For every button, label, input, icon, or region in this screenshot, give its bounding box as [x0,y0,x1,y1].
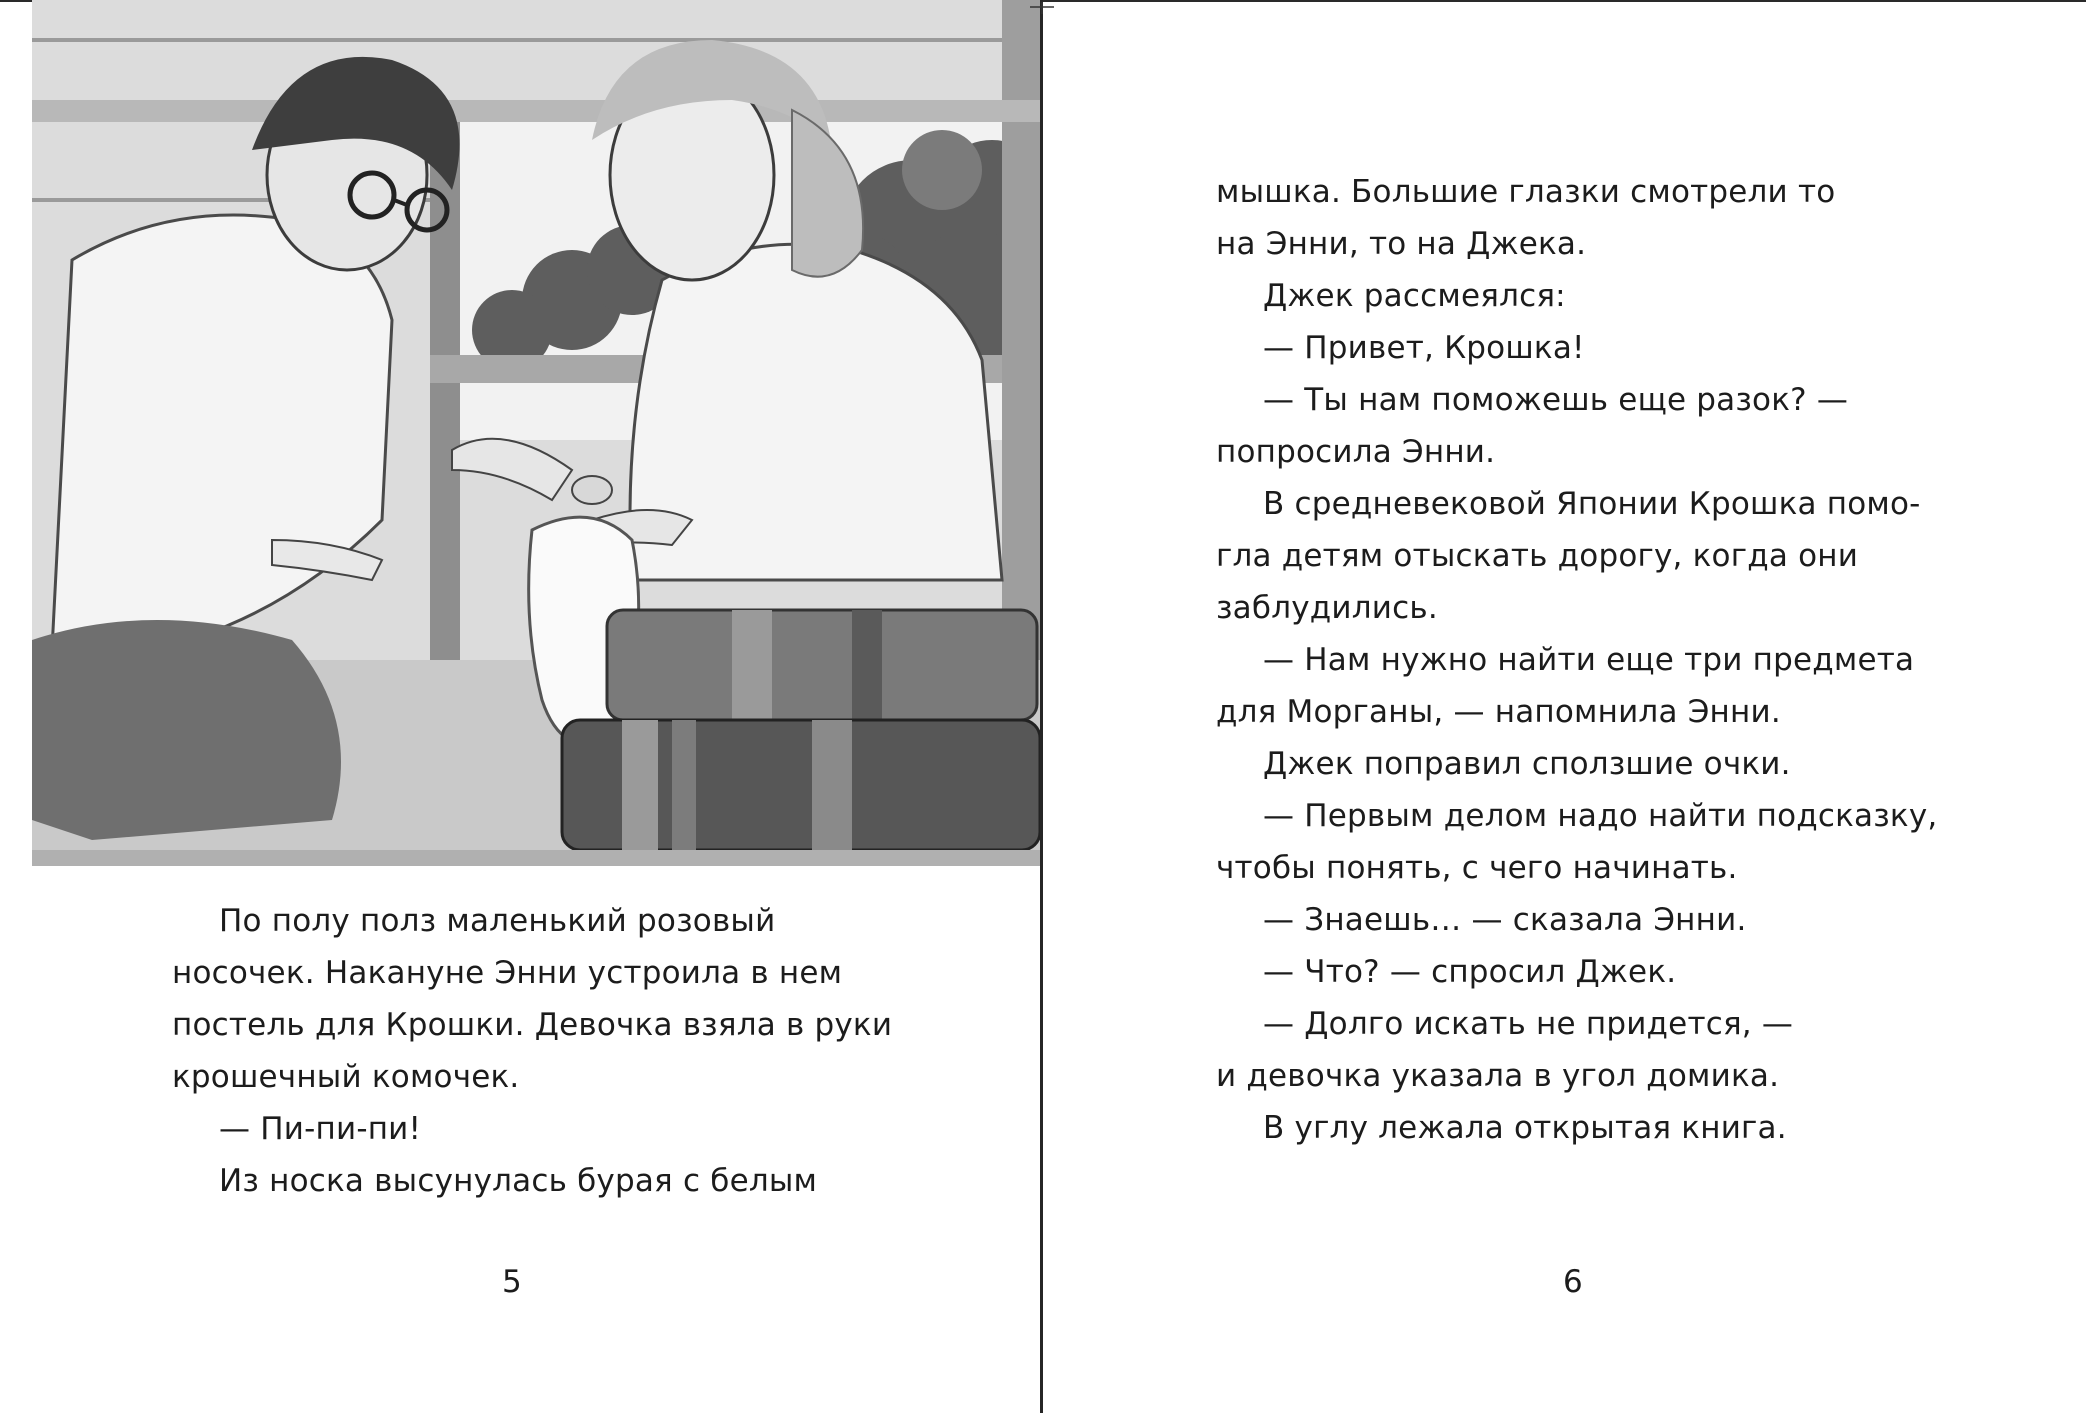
left-page-text [172,895,892,1207]
text-line: В средневековой Японии Крошка помо- [1263,486,1921,522]
page-number: 5 [502,1264,522,1300]
book-spine [1040,0,1043,1413]
text-line: — Пи-пи-пи! [219,1111,422,1147]
text-line: Джек поправил сползшие очки. [1263,746,1791,782]
right-page [1044,0,2086,1413]
text-line: попросила Энни. [1216,434,1496,470]
left-page [0,0,1040,1413]
text-line: — Что? — спросил Джек. [1263,954,1677,990]
text-line: для Морганы, — напомнила Энни. [1216,694,1781,730]
text-line: — Нам нужно найти еще три предмета [1263,642,1915,678]
text-line: крошечный комочек. [172,1059,520,1095]
right-page-text [1216,166,1937,1154]
text-line: мышка. Большие глазки смотрели то [1216,174,1836,210]
text-line: носочек. Накануне Энни устроила в нем [172,955,843,991]
text-line: чтобы понять, с чего начинать. [1216,850,1738,886]
text-line: постель для Крошки. Девочка взяла в руки [172,1007,893,1043]
text-line: — Привет, Крошка! [1263,330,1585,366]
page-number: 6 [1563,1264,1583,1300]
text-line: — Знаешь… — сказала Энни. [1263,902,1747,938]
text-line: — Ты нам поможешь еще разок? — [1263,382,1849,418]
text-line: — Долго искать не придется, — [1263,1006,1794,1042]
text-line: В углу лежала открытая книга. [1263,1110,1787,1146]
text-line: на Энни, то на Джека. [1216,226,1587,262]
text-line: и девочка указала в угол домика. [1216,1058,1780,1094]
text-line: гла детям отыскать дорогу, когда они [1216,538,1859,574]
text-line: Джек рассмеялся: [1263,278,1566,314]
text-line: По полу полз маленький розовый [219,903,776,939]
text-line: заблудились. [1216,590,1438,626]
text-line: Из носка высунулась бурая с белым [219,1163,818,1199]
text-line: — Первым делом надо найти подсказку, [1263,798,1938,834]
illustration [32,0,1040,866]
